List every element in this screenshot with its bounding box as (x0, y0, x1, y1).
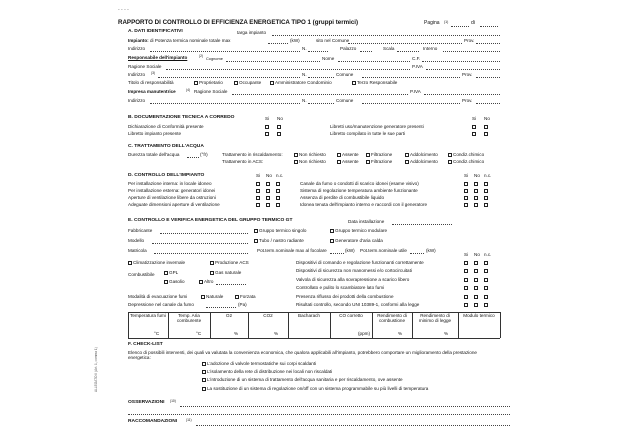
table-header: Rendimento di combustione (377, 313, 407, 323)
raccomandazioni-label: RACCOMANDAZIONI (128, 419, 178, 424)
section-e-title: E. CONTROLLO E VERIFICA ENERGETICA DEL GRUPPO TERMICO GT (128, 218, 293, 223)
checkbox[interactable] (474, 203, 478, 207)
checkbox[interactable] (484, 286, 488, 290)
checkbox[interactable] (474, 182, 478, 186)
checkbox[interactable] (464, 261, 468, 265)
table-unit: % (444, 331, 449, 336)
document-page: - - - - RAPPORTO DI CONTROLLO DI EFFICIENZA ENERGETICA TIPO 1 (gruppi termici) Pagina (1) di A. DATI IDENTIFICATIVI targa impianto Impianto: di Potenza termica nominale totale max (kW) sito nel Comune Prov. Indirizzo N. Palazzo Scala Interno Responsabile dell'impianto (2) Cognome Nome C.F. Ragione Sociale P.IVA Indirizzo (3) N. Comune Prov. Titolo di responsabilità Proprietario Occupante Amministratore Condominio Terzo Responsabile Impresa manutentrice (4) Ragione Sociale P.IVA Indirizzo N. Comune Prov. B. DOCUMENTAZIONE TECNICA A CORREDO Si No Si No Dichiarazione di Conformità presente Libretto impianto presente Libretti uso/manutenzione generatore presenti Libretto compilato in tutte le sue parti C. TRATTAMENTO DELL'ACQUA Durezza totale dell'acqua (°fr) Trattamento in riscaldamento: Trattamento in ACS: Non richiesto Assente Filtrazione Addolcimento Condiz.chimico Non richiesto Assente Filtrazione Addolcimento Condiz.chimico D. CONTROLLO DELL'IMPIANTO Si No n.c. Si No n.c. Per installazione interna: in locale idoneo Per installazione esterna: generatori idonei Aperture di ventilazione libere da ostruzioni Adeguate dimensioni aperture di ventilazione Canale da fumo o condotti di scarico idonei (esame visivo) Sistema di regolazione temperatura ambiente funzionante Assenza di perdite di combustibile liquido Idonea tenuta dell'impianto interno e raccordi con il generatore E. CONTROLLO E VERIFICA ENERGETICA DEL GRUPPO TERMICO GT Data installazione Fabbricante Modello Matricola Gruppo termico singolo Gruppo termico modulare Tubo / nastro radiante Generatore d'aria calda Pot.term.nominale max al focolare (kW) Pot.term.nominale utile (kW) Si No n.c. Climatizzazione invernale Produzione ACS Combustibile GPL Gas naturale Gasolio Altro Modalità di evacuazione fumi Naturale Forzata Depressione nel canale da fumo (Pa) Dispositivi di comando e regolazione funzionanti correttamente Dispositivi di sicurezza non manomessi e/o cortocircuitati Valvola di sicurezza alla sovrapressione a scarico libero Controllato e pulito lo scambiatore lato fumi Presenza riflusso dei prodotti della combustione Risultati controllo, secondo UNI 10389-1, conformi alla legge Temperatura fumi °C Temp. Aria comburente °C O2 % CO2 % Bacharach CO corretto (ppm) Rendimento di combustione % Rendimento di minimo di legge % Modulo termico F. CHECK-LIST Elenco di possibili interventi, dei quali va valutata la convenienza economica, che qualora applicabili all'impianto, potrebbero comportare un miglioramento della prestazione energetica: L'adozione di valvole termostatiche sui corpi scaldanti L'isolamento della rete di distribuzione nei locali non riscaldati L'introduzione di un sistema di trattamento dell'acqua sanitaria e per riscaldamento, ove assente La sostituzione di un sistema di regolazione on/off con un sistema programmabile su più livelli di temperatura OSSERVAZIONI (10) RACCOMANDAZIONI (11) ALLEGATO II (Art. 1, comma 1) (0, 0, 625, 431)
checkbox[interactable] (464, 196, 468, 200)
table-header: Modulo termico (463, 313, 495, 318)
checkbox[interactable] (484, 303, 488, 307)
checkbox-terzo-responsabile[interactable] (352, 81, 356, 85)
corner-mark: - - - - (118, 7, 129, 13)
checkbox[interactable] (484, 196, 488, 200)
checkbox-occupante[interactable] (234, 81, 238, 85)
checkbox[interactable] (266, 189, 270, 193)
checkbox[interactable] (256, 182, 260, 186)
document-title: RAPPORTO DI CONTROLLO DI EFFICIENZA ENERGETICA TIPO 1 (gruppi termici) (118, 19, 359, 26)
osservazioni-label: OSSERVAZIONI (128, 400, 165, 405)
checkbox-proprietario[interactable] (194, 81, 198, 85)
table-unit: °C (154, 331, 160, 336)
checkbox[interactable] (256, 203, 260, 207)
checkbox[interactable] (484, 295, 488, 299)
table-header: Temperatura fumi (130, 313, 166, 318)
checkbox[interactable] (464, 278, 468, 282)
section-f-title: F. CHECK-LIST (128, 342, 163, 347)
checkbox[interactable] (464, 286, 468, 290)
table-header: CO corretto (339, 313, 363, 318)
page-of: di (471, 20, 475, 26)
table-unit: % (234, 331, 239, 336)
page-label: Pagina (424, 20, 440, 26)
checkbox[interactable] (464, 182, 468, 186)
checkbox[interactable] (484, 182, 488, 186)
checkbox[interactable] (484, 278, 488, 282)
checkbox[interactable] (474, 286, 478, 290)
checkbox[interactable] (276, 203, 280, 207)
checkbox[interactable] (474, 269, 478, 273)
checkbox[interactable] (484, 269, 488, 273)
section-d-title: D. CONTROLLO DELL'IMPIANTO (128, 173, 205, 178)
checkbox[interactable] (484, 189, 488, 193)
checkbox[interactable] (474, 196, 478, 200)
checkbox[interactable] (266, 203, 270, 207)
table-unit: % (398, 331, 403, 336)
section-b-title: B. DOCUMENTAZIONE TECNICA A CORREDO (128, 115, 235, 120)
checkbox[interactable] (256, 189, 260, 193)
checkbox[interactable] (464, 295, 468, 299)
checkbox[interactable] (474, 295, 478, 299)
section-a-title: A. DATI IDENTIFICATIVI (128, 29, 183, 34)
side-note: ALLEGATO II (Art. 1, comma 1) (94, 347, 98, 392)
table-header: CO2 (263, 313, 273, 318)
checkbox[interactable] (464, 189, 468, 193)
checkbox[interactable] (484, 203, 488, 207)
table-unit: % (274, 331, 279, 336)
checkbox[interactable] (464, 303, 468, 307)
checkbox[interactable] (464, 203, 468, 207)
checkbox[interactable] (464, 269, 468, 273)
table-unit: °C (196, 331, 202, 336)
table-header: Bacharach (298, 313, 320, 318)
checkbox[interactable] (474, 189, 478, 193)
section-c-title: C. TRATTAMENTO DELL'ACQUA (128, 144, 204, 149)
checkbox[interactable] (276, 189, 280, 193)
checkbox[interactable] (484, 261, 488, 265)
checkbox[interactable] (256, 196, 260, 200)
checkbox[interactable] (474, 261, 478, 265)
checkbox-amministratore[interactable] (270, 81, 274, 85)
checkbox[interactable] (266, 196, 270, 200)
checkbox[interactable] (474, 278, 478, 282)
table-header: Temp. Aria comburente (176, 313, 202, 323)
table-header: Rendimento di minimo di legge (418, 313, 452, 323)
checkbox[interactable] (276, 182, 280, 186)
table-unit: (ppm) (358, 331, 370, 336)
checkbox[interactable] (276, 196, 280, 200)
checkbox[interactable] (474, 303, 478, 307)
table-header: O2 (225, 313, 233, 318)
checkbox[interactable] (266, 182, 270, 186)
